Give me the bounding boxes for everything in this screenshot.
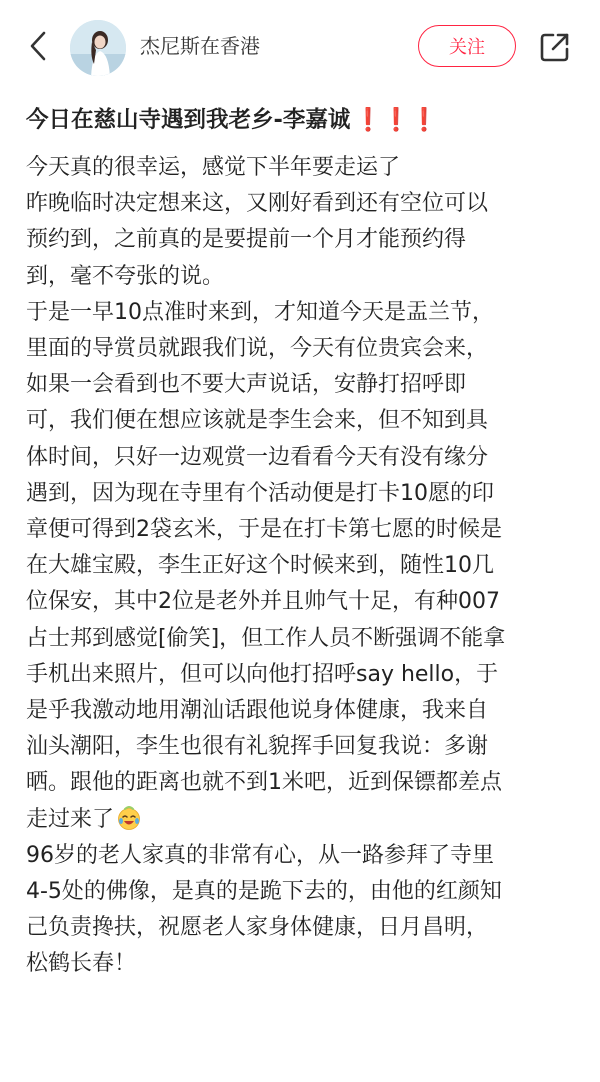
author-name[interactable]: 杰尼斯在香港	[140, 34, 260, 58]
body-line: 今天真的很幸运，感觉下半年要走运了	[26, 155, 401, 180]
back-button[interactable]	[20, 24, 56, 68]
body-line: 己负责搀扶，祝愿老人家身体健康，日月昌明，	[26, 915, 489, 941]
body-line: 是乎我激动地用潮汕话跟他说身体健康，我来自	[26, 698, 489, 724]
body-line: 在大雄宝殿，李生正好这个时候来到，随性10几	[26, 553, 494, 579]
chevron-left-icon	[27, 30, 49, 62]
follow-button[interactable]: 关注	[418, 25, 516, 67]
body-line-text: 走过来了	[26, 806, 115, 832]
body-line: 里面的导赏员就跟我们说，今天有位贵宾会来，	[26, 336, 489, 362]
body-line: 遇到，因为现在寺里有个活动便是打卡10愿的印	[26, 480, 494, 506]
body-line: 晒。跟他的距离也就不到1米吧，近到保镖都差点	[26, 770, 502, 796]
body-line: 如果一会看到也不要大声说话，安静打招呼即	[26, 372, 467, 398]
crying-laughing-emoji-icon	[116, 805, 142, 831]
post-title-text: 今日在慈山寺遇到我老乡-李嘉诚	[26, 107, 351, 133]
post-title	[26, 100, 586, 140]
body-line-with-emoji	[26, 802, 586, 838]
body-line: 占士邦到感觉[偷笑]，但工作人员不断强调不能拿	[26, 625, 506, 651]
body-line: 手机出来照片，但可以向他打招呼say hello，于	[26, 661, 499, 687]
body-line: 可，我们便在想应该就是李生会来，但不知到具	[26, 408, 489, 434]
body-line: 预约到，之前真的是要提前一个月才能预约得	[26, 227, 467, 253]
body-line: 于是一早10点准时来到，才知道今天是盂兰节，	[26, 299, 494, 325]
share-button[interactable]	[536, 28, 574, 66]
post-body	[26, 150, 586, 983]
body-line: 体时间，只好一边观赏一边看看今天有没有缘分	[26, 444, 489, 470]
body-line: 4-5处的佛像，是真的是跪下去的，由他的红颜知	[26, 879, 502, 905]
body-line: 松鹤长春！	[26, 951, 137, 977]
body-line: 昨晚临时决定想来这，又刚好看到还有空位可以	[26, 191, 489, 217]
top-nav-bar	[0, 0, 600, 94]
body-line: 96岁的老人家真的非常有心，从一路参拜了寺里	[26, 842, 494, 868]
body-line: 章便可得到2袋玄米，于是在打卡第七愿的时候是	[26, 517, 502, 543]
author-avatar[interactable]	[70, 20, 126, 76]
body-line: 位保安，其中2位是老外并且帅气十足，有种007	[26, 589, 500, 615]
share-icon	[538, 30, 572, 64]
avatar-photo	[70, 20, 126, 76]
body-line: 到，毫不夸张的说。	[26, 263, 225, 289]
body-line: 汕头潮阳，李生也很有礼貌挥手回复我说：多谢	[26, 734, 489, 760]
exclamation-marks: ❗❗❗	[354, 107, 439, 133]
